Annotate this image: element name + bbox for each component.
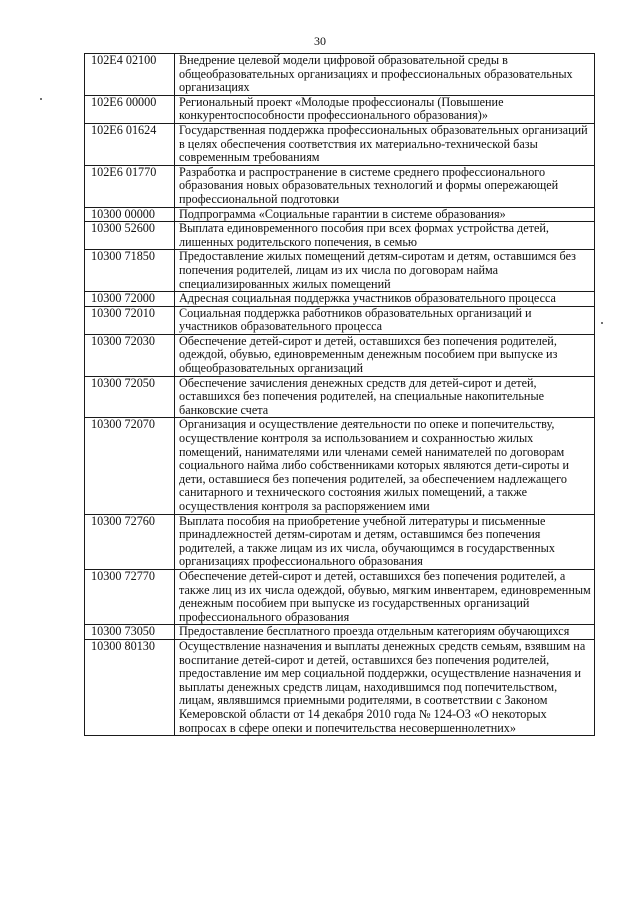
row-description: Выплата единовременного пособия при всех формах устройства детей, лишенных родительского попечения, в семью [175,222,595,250]
row-code: 10300 72000 [85,292,175,307]
row-code: 10300 71850 [85,250,175,292]
table-row [85,376,595,418]
row-code: 10300 72770 [85,569,175,624]
row-description: Социальная поддержка работников образовательных организаций и участников образовательного процесса [175,306,595,334]
row-description: Обеспечение зачисления денежных средств для детей-сирот и детей, оставшихся без попечения родителей, на специальные накопительные банковские счета [175,376,595,418]
row-description: Внедрение целевой модели цифровой образовательной среды в общеобразовательных организациях и профессиональных образовательных организациях [175,54,595,96]
table-row [85,625,595,640]
row-description: Подпрограмма «Социальные гарантии в системе образования» [175,207,595,222]
row-description: Обеспечение детей-сирот и детей, оставшихся без попечения родителей, а также лиц из их числа одеждой, обувью, мягким инвентарем, единовременным денежным пособием при выпуске из государственных организаций профессионального образования [175,569,595,624]
row-code: 10300 72050 [85,376,175,418]
row-code: 10300 52600 [85,222,175,250]
margin-mark [40,98,42,100]
row-description: Государственная поддержка профессиональных образовательных организаций в целях обеспечения соответствия их материально-технической базы современным требованиям [175,123,595,165]
table-row [85,569,595,624]
table-row [85,95,595,123]
row-code: 102E4 02100 [85,54,175,96]
table-row [85,514,595,569]
row-code: 10300 72070 [85,418,175,514]
row-code: 10300 00000 [85,207,175,222]
budget-codes-table [84,53,595,736]
row-code: 10300 73050 [85,625,175,640]
table-row [85,54,595,96]
table-row [85,418,595,514]
table-body [85,54,595,736]
row-description: Предоставление жилых помещений детям-сиротам и детям, оставшимся без попечения родителей, лицам из их числа по договорам найма специализированных жилых помещений [175,250,595,292]
table-row [85,165,595,207]
row-description: Предоставление бесплатного проезда отдельным категориям обучающихся [175,625,595,640]
row-description: Региональный проект «Молодые профессионалы (Повышение конкурентоспособности профессионального образования)» [175,95,595,123]
table-row [85,207,595,222]
table-row [85,250,595,292]
row-code: 102E6 01624 [85,123,175,165]
row-code: 102E6 00000 [85,95,175,123]
table-row [85,639,595,735]
margin-mark [601,322,603,324]
row-description: Адресная социальная поддержка участников образовательного процесса [175,292,595,307]
table-row [85,123,595,165]
row-code: 10300 80130 [85,639,175,735]
row-description: Разработка и распространение в системе среднего профессионального образования новых образовательных технологий и формы опережающей профессиональной подготовки [175,165,595,207]
row-code: 10300 72760 [85,514,175,569]
row-code: 10300 72030 [85,334,175,376]
row-description: Организация и осуществление деятельности по опеке и попечительству, осуществление контроля за использованием и сохранностью жилых помещений, нанимателями или членами семей нанимателей по договорам социального найма либо собственниками которых являются дети-сироты и дети, оставшиеся без попечения родителей, за обеспечением надлежащего санитарного и технического состояния жилых помещений, а также осуществления контроля за распоряжением ими [175,418,595,514]
table-row [85,306,595,334]
page-number: 30 [314,34,326,48]
table-row [85,334,595,376]
row-description: Выплата пособия на приобретение учебной литературы и письменные принадлежностей детям-сиротам и детям, оставшимся без попечения родителей, а также лицам из их числа, обучающимся в государственных организациях профессионального образования [175,514,595,569]
row-code: 10300 72010 [85,306,175,334]
table-row [85,292,595,307]
table-row [85,222,595,250]
row-description: Осуществление назначения и выплаты денежных средств семьям, взявшим на воспитание детей-сирот и детей, оставшихся без попечения родителей, предоставление им мер социальной поддержки, осуществление назначения и выплаты денежных средств лицам, находившимся под попечительством, лицам, являвшимся приемными родителями, в соответствии с Законом Кемеровской области от 14 декабря 2010 года № 124-ОЗ «О некоторых вопросах в сфере опеки и попечительства несовершеннолетних» [175,639,595,735]
row-description: Обеспечение детей-сирот и детей, оставшихся без попечения родителей, одеждой, обувью, единовременным денежным пособием при выпуске из общеобразовательных организаций [175,334,595,376]
row-code: 102E6 01770 [85,165,175,207]
